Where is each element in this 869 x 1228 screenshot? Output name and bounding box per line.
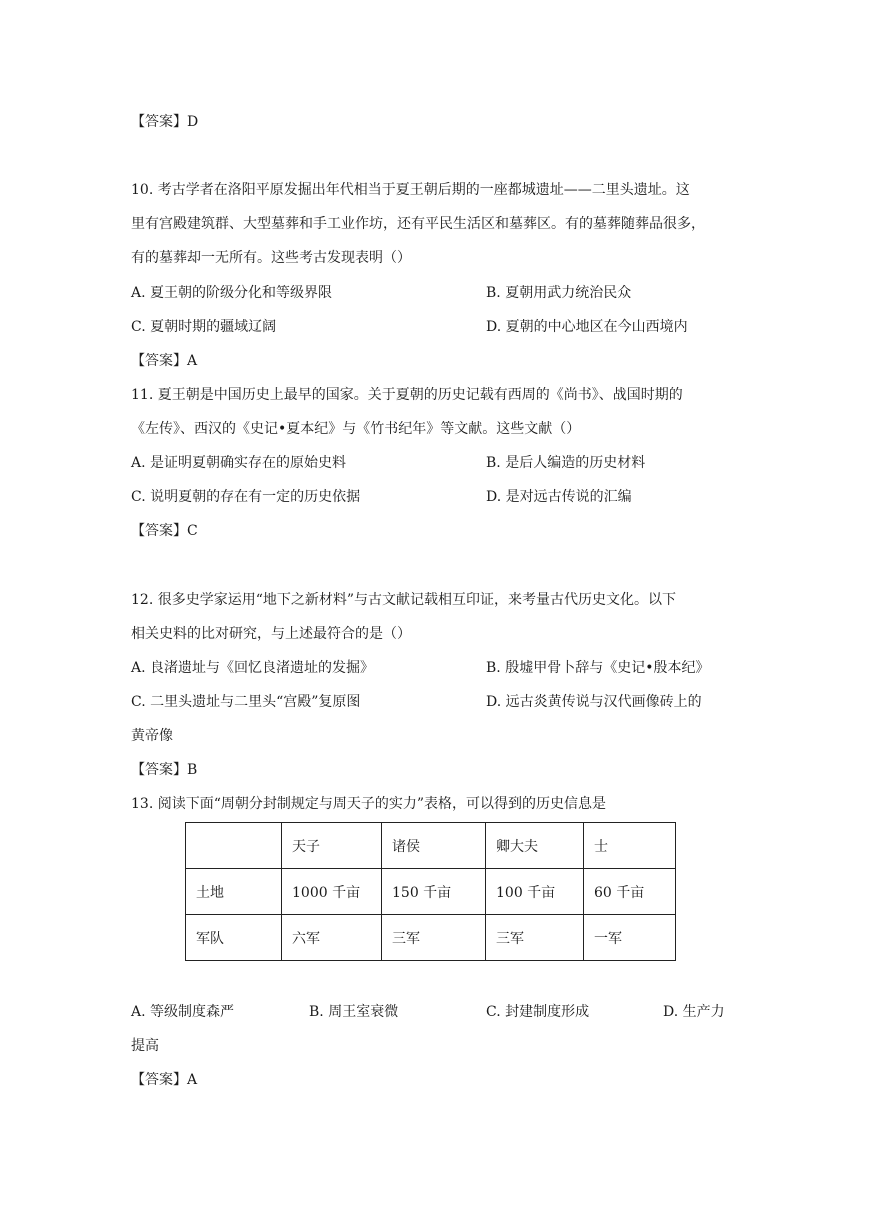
question-10-option-d: D. 夏朝的中心地区在今山西境内: [486, 319, 688, 335]
table-header-cell: 天子: [282, 823, 382, 869]
question-12-stem-line-1: 12. 很多史学家运用“地下之新材料”与古文献记载相互印证，来考量古代历史文化。以下: [131, 592, 677, 608]
answer-12: 【答案】B: [131, 762, 198, 778]
question-12-option-a: A. 良渚遗址与《回忆良渚遗址的发掘》: [131, 660, 375, 676]
question-11-option-b: B. 是后人编造的历史材料: [486, 455, 646, 471]
question-11-option-c: C. 说明夏朝的存在有一定的历史依据: [131, 489, 361, 505]
question-10-option-c: C. 夏朝时期的疆域辽阔: [131, 319, 277, 335]
question-12-option-d: D. 远古炎黄传说与汉代画像砖上的: [486, 694, 702, 710]
table-header-cell: [186, 823, 282, 869]
table-cell: 三军: [382, 915, 486, 961]
question-13-option-b: B. 周王室衰微: [309, 1004, 399, 1020]
answer-13: 【答案】A: [131, 1072, 198, 1088]
table-row: [186, 869, 676, 915]
question-10-stem-line-3: 有的墓葬却一无所有。这些考古发现表明（）: [131, 250, 411, 266]
table-cell: 60 千亩: [584, 869, 676, 915]
question-12-stem-line-2: 相关史料的比对研究，与上述最符合的是（）: [131, 626, 411, 642]
question-13-option-a: A. 等级制度森严: [131, 1004, 235, 1020]
question-11-option-d: D. 是对远古传说的汇编: [486, 489, 632, 505]
answer-11: 【答案】C: [131, 523, 198, 539]
question-12-option-d-continued: 黄帝像: [131, 728, 173, 744]
table-cell: 三军: [486, 915, 584, 961]
question-13-option-d: D. 生产力: [663, 1004, 725, 1020]
table-row: [186, 915, 676, 961]
question-13-option-c: C. 封建制度形成: [486, 1004, 590, 1020]
table-cell: 六军: [282, 915, 382, 961]
table-header-cell: 卿大夫: [486, 823, 584, 869]
table-cell: 150 千亩: [382, 869, 486, 915]
question-11-stem-line-2: 《左传》、西汉的《史记•夏本纪》与《竹书纪年》等文献。这些文献（）: [131, 421, 581, 437]
table-header-cell: 诸侯: [382, 823, 486, 869]
answer-9: 【答案】D: [131, 114, 199, 130]
question-13-stem: 13. 阅读下面“周朝分封制规定与周天子的实力”表格，可以得到的历史信息是: [131, 796, 607, 812]
question-11-option-a: A. 是证明夏朝确实存在的原始史料: [131, 455, 347, 471]
table-cell: 1000 千亩: [282, 869, 382, 915]
question-11-stem-line-1: 11. 夏王朝是中国历史上最早的国家。关于夏朝的历史记载有西周的《尚书》、战国时期的: [131, 387, 683, 403]
question-13-option-d-continued: 提高: [131, 1038, 159, 1054]
question-10-stem-line-2: 里有宫殿建筑群、大型墓葬和手工业作坊，还有平民生活区和墓葬区。有的墓葬随葬品很多，: [131, 216, 705, 232]
question-12-option-b: B. 殷墟甲骨卜辞与《史记•殷本纪》: [486, 660, 710, 676]
table-cell: 军队: [186, 915, 282, 961]
table-header-cell: 士: [584, 823, 676, 869]
question-10-stem-line-1: 10. 考古学者在洛阳平原发掘出年代相当于夏王朝后期的一座都城遗址——二里头遗址。这: [131, 182, 690, 198]
question-10-option-a: A. 夏王朝的阶级分化和等级界限: [131, 285, 333, 301]
question-10-option-b: B. 夏朝用武力统治民众: [486, 285, 632, 301]
answer-10: 【答案】A: [131, 353, 198, 369]
table-cell: 土地: [186, 869, 282, 915]
table-cell: 一军: [584, 915, 676, 961]
question-12-option-c: C. 二里头遗址与二里头“宫殿”复原图: [131, 694, 361, 710]
table-header-row: [186, 823, 676, 869]
table-cell: 100 千亩: [486, 869, 584, 915]
fengjian-table: [185, 822, 676, 961]
